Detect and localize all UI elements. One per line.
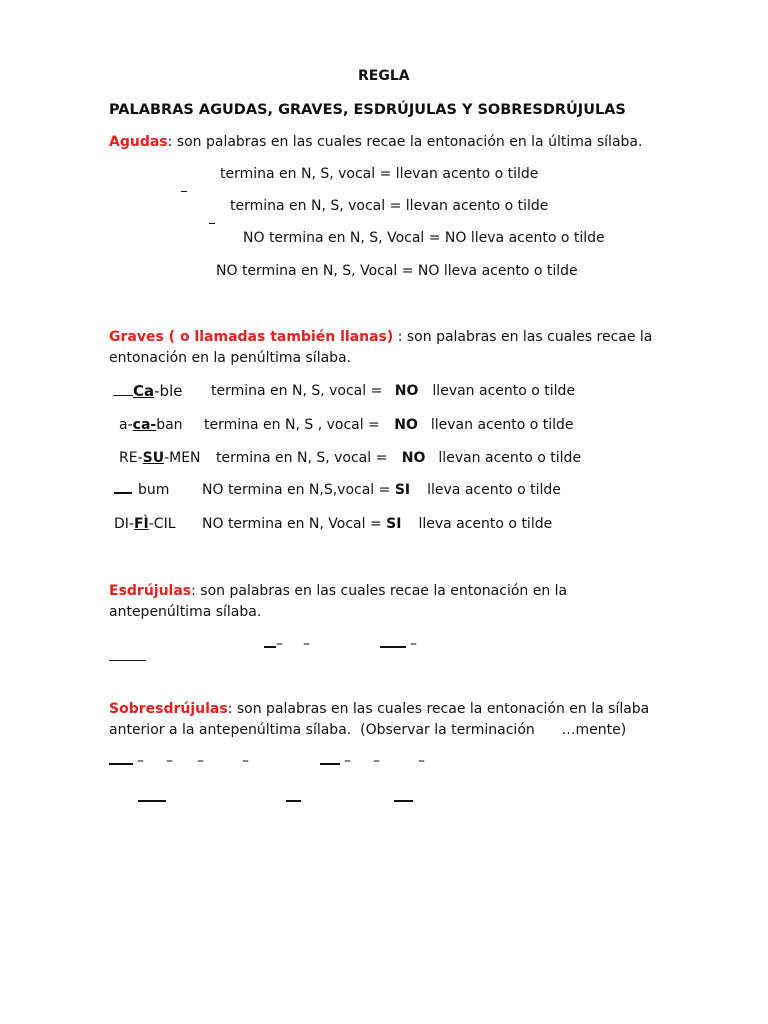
graves-rule-2: termina en N, S , vocal = NO llevan acento o tilde	[204, 417, 574, 433]
page-subtitle: PALABRAS AGUDAS, GRAVES, ESDRÚJULAS Y SOBRESDRÚJULAS	[109, 102, 626, 118]
stressed-syllable: ca-	[132, 417, 157, 433]
graves-label: Graves ( o llamadas también llanas)	[109, 329, 394, 345]
graves-answer-4: SI	[394, 482, 411, 498]
graves-word-2: a-ca-ban	[119, 417, 183, 433]
agudas-label: Agudas	[109, 134, 168, 150]
graves-rule-5: NO termina en N, Vocal = SI lleva acento o tilde	[202, 516, 553, 532]
graves-word-4: bum	[114, 482, 169, 498]
sobresdrujulas-blank-1: – – – –	[109, 753, 249, 769]
graves-definition-line2: entonación en la penúltima sílaba.	[109, 350, 352, 366]
agudas-blank-1	[181, 180, 187, 196]
agudas-definition-text: : son palabras en las cuales recae la entonación en la última sílaba.	[167, 134, 643, 150]
sobresdrujulas-label: Sobresdrújulas	[109, 701, 228, 717]
agudas-definition	[109, 134, 642, 150]
esdrujulas-label: Esdrújulas	[109, 583, 192, 599]
esdrujulas-blank-1	[109, 649, 146, 665]
sobresdrujulas-blank-2: – – –	[320, 753, 425, 769]
agudas-rule-4: NO termina en N, S, Vocal = NO lleva acento o tilde	[216, 263, 578, 279]
stressed-syllable: FÌ	[133, 516, 149, 532]
sobresdrujulas-blank-3	[138, 790, 166, 806]
sobresdrujulas-blank-5	[394, 790, 413, 806]
stressed-syllable: SU	[142, 450, 165, 466]
graves-word-3: RE-SU-MEN	[119, 450, 201, 466]
agudas-blank-2	[209, 212, 215, 228]
sobresdrujulas-blank-4	[286, 790, 301, 806]
esdrujulas-blank-3: –	[380, 636, 417, 652]
word-rest: -ble	[154, 382, 183, 400]
graves-answer-5: SI	[386, 516, 402, 532]
stressed-syllable: Ca	[133, 382, 155, 400]
graves-answer-1: NO	[394, 383, 419, 399]
page-title: REGLA	[358, 68, 410, 84]
graves-word-5: DI-FÌ-CIL	[114, 516, 176, 532]
esdrujulas-blank-2: – –	[264, 636, 310, 652]
esdrujulas-definition: Esdrújulas: son palabras en las cuales recae la entonación en la antepenúltima sílaba.	[109, 583, 568, 620]
graves-definition-line1: : son palabras en las cuales recae la	[393, 329, 653, 345]
agudas-rule-3: NO termina en N, S, Vocal = NO lleva acento o tilde	[243, 230, 605, 246]
graves-rule-1: termina en N, S, vocal = NO llevan acento o tilde	[211, 383, 576, 399]
graves-rule-3: termina en N, S, vocal = NO llevan acento o tilde	[216, 450, 582, 466]
graves-word-1	[113, 382, 182, 400]
graves-rule-4: NO termina en N,S,vocal = SI lleva acento o tilde	[202, 482, 561, 498]
agudas-rule-1: termina en N, S, vocal = llevan acento o tilde	[220, 166, 539, 182]
graves-answer-3: NO	[401, 450, 426, 466]
graves-answer-2: NO	[394, 417, 418, 433]
agudas-rule-2: termina en N, S, vocal = llevan acento o tilde	[230, 198, 549, 214]
graves-definition	[109, 327, 669, 369]
sobresdrujulas-definition: Sobresdrújulas: son palabras en las cuales recae la entonación en la sílaba anterior a la antepenúltima sílaba. (Observar la terminación …mente)	[109, 701, 650, 738]
